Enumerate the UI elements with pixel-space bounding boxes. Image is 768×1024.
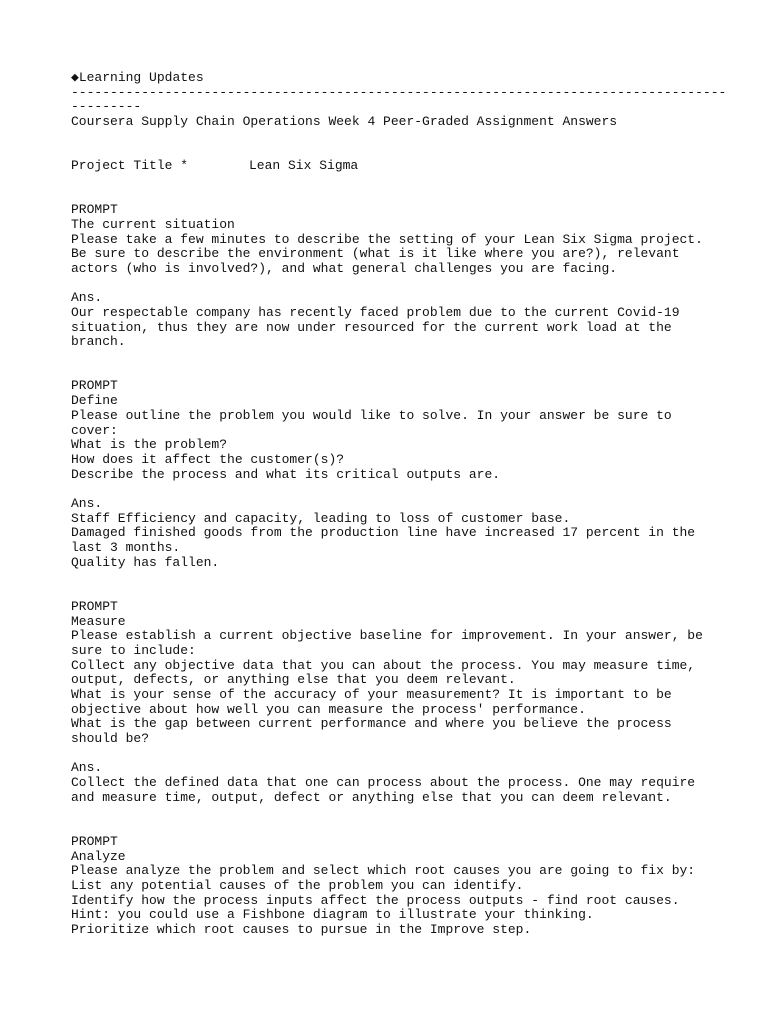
prompt-line: actors (who is involved?), and what general challenges you are facing. [71,260,618,276]
prompt-line: Identify how the process inputs affect the process outputs - find root causes. [71,892,680,908]
section-measure [71,600,711,806]
prompt-label: PROMPT [71,598,118,614]
prompt-line: Hint: you could use a Fishbone diagram to illustrate your thinking. [71,907,594,923]
answer-label: Ans. [71,760,103,776]
prompt-line: How does it affect the customer(s)? [71,451,345,467]
section-define [71,379,711,570]
prompt-line: Please establish a current objective baseline for improvement. In your answer, be [71,628,703,644]
answer-label: Ans. [71,290,103,306]
project-title-row [71,159,711,174]
answer-line: and measure time, output, defect or anything else that you can deem relevant. [71,789,672,805]
project-title-label: Project Title * [71,158,189,174]
section-heading: Analyze [71,848,126,864]
prompt-line: Please outline the problem you would like to solve. In your answer be sure to [71,407,672,423]
prompt-line: What is the problem? [71,437,228,453]
prompt-line: should be? [71,731,150,746]
answer-line: Our respectable company has recently faced problem due to the current Covid-19 [71,305,680,321]
project-title-value: Lean Six Sigma [249,158,359,174]
prompt-line: Be sure to describe the environment (what is it like where you are?), relevant [71,246,680,262]
prompt-line: Collect any objective data that you can about the process. You may measure time, [71,657,696,673]
prompt-line: output, defects, or anything else that you deem relevant. [71,672,516,688]
section-analyze [71,835,711,938]
prompt-line: objective about how well you can measure the process' performance. [71,701,586,717]
section-heading: The current situation [71,216,235,232]
prompt-line: cover: [71,422,118,438]
page-title: ◆Learning Updates [71,70,204,85]
divider-line: ------------------------------------------------------------------------------------ [71,84,727,100]
prompt-line: What is your sense of the accuracy of your measurement? It is important to be [71,686,672,702]
answer-line: Collect the defined data that one can process about the process. One may require [71,775,696,791]
prompt-line: What is the gap between current performance and where you believe the process [71,716,672,732]
divider-line-continuation: --------- [71,99,142,115]
prompt-line: List any potential causes of the problem you can identify. [71,877,524,893]
prompt-label: PROMPT [71,833,118,849]
section-heading: Define [71,393,118,409]
answer-line: last 3 months. [71,540,181,556]
answer-line: branch. [71,334,126,350]
document-subtitle: Coursera Supply Chain Operations Week 4 Peer-Graded Assignment Answers [71,114,618,130]
prompt-line: sure to include: [71,642,196,658]
answer-line: Quality has fallen. [71,554,220,570]
prompt-line: Prioritize which root causes to pursue in the Improve step. [71,921,532,937]
section-heading: Measure [71,613,126,629]
answer-label: Ans. [71,495,103,511]
answer-line: situation, thus they are now under resourced for the current work load at the [71,319,672,335]
prompt-line: Please take a few minutes to describe the setting of your Lean Six Sigma project. [71,231,703,247]
prompt-label: PROMPT [71,202,118,218]
document-page [71,70,727,938]
prompt-line: Describe the process and what its critical outputs are. [71,466,501,482]
section-current-situation [71,203,711,350]
answer-line: Staff Efficiency and capacity, leading to loss of customer base. [71,510,571,526]
prompt-line: Please analyze the problem and select which root causes you are going to fix by: [71,863,696,879]
prompt-label: PROMPT [71,378,118,394]
answer-line: Damaged finished goods from the production line have increased 17 percent in the [71,525,696,541]
